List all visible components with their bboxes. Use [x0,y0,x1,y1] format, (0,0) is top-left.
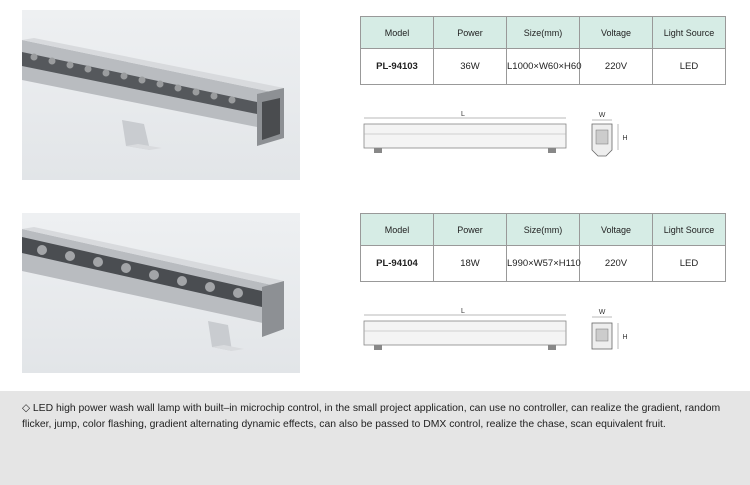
dimension-drawing [360,303,640,363]
cell-power: 36W [434,49,507,85]
header-power: Power [434,17,507,49]
length-label: L [461,111,465,118]
header-size: Size(mm) [507,214,580,246]
cell-light-source: LED [653,49,726,85]
header-model: Model [361,214,434,246]
header-model: Model [361,17,434,49]
cell-voltage: 220V [580,49,653,85]
table-row [361,49,726,85]
header-power: Power [434,214,507,246]
dimension-drawing-svg [360,303,640,363]
header-light-source: Light Source [653,17,726,49]
header-light-source: Light Source [653,214,726,246]
product-section-94103 [0,0,750,190]
height-label: H [622,135,628,142]
product-description: ◇ LED high power wash wall lamp with built–in microchip control, in the small project application, can use no controller, can realize the gradient, random flicker, jump, color flashing, gradient alternating dynamic effects, can also be passed to DMX control, realize the chase, scan equivalent fruit. [0,391,750,485]
product-photo [22,10,300,180]
dimension-drawing [360,106,640,166]
wall-washer-image [22,213,300,373]
cell-light-source: LED [653,246,726,282]
cell-voltage: 220V [580,246,653,282]
header-size: Size(mm) [507,17,580,49]
table-row [361,246,726,282]
spec-table [360,16,726,85]
cell-size: L990×W57×H110 [507,246,580,282]
height-label: H [622,334,628,341]
width-label: W [598,112,606,119]
cell-size: L1000×W60×H60 [507,49,580,85]
wall-washer-image [22,10,300,180]
header-voltage: Voltage [580,214,653,246]
width-label: W [598,309,606,316]
spec-table [360,213,726,282]
cell-power: 18W [434,246,507,282]
header-voltage: Voltage [580,17,653,49]
dimension-drawing-svg [360,106,640,166]
cell-model: PL-94103 [361,49,434,85]
length-label: L [461,308,465,315]
product-photo [22,213,300,373]
cell-model: PL-94104 [361,246,434,282]
product-section-94104 [0,197,750,387]
